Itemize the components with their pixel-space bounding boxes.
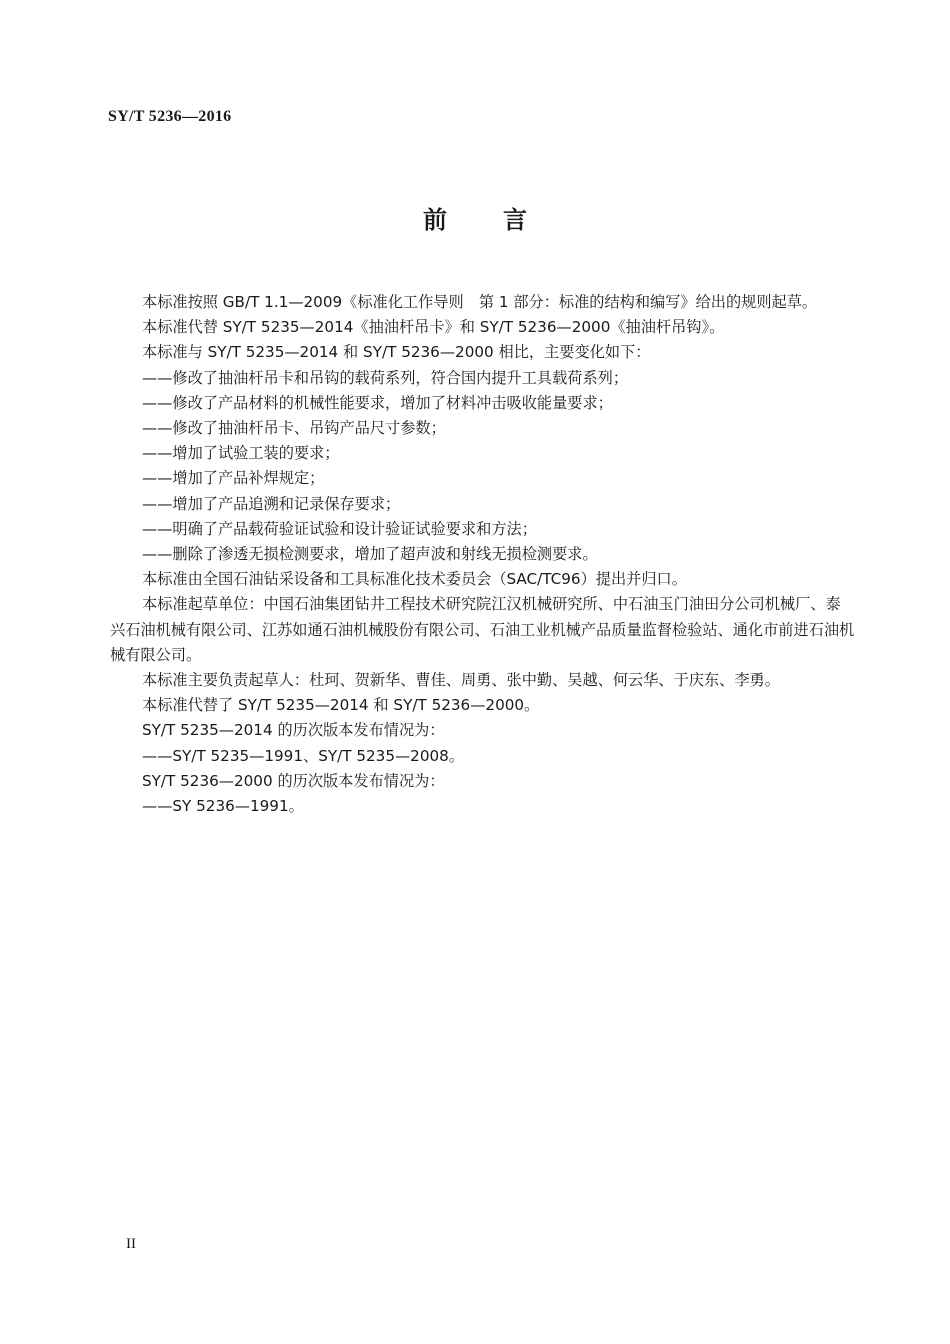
paragraph-drafting-units: 本标准起草单位：中国石油集团钻井工程技术研究院江汉机械研究所、中石油玉门油田分公司机械厂、泰兴石油机械有限公司、江苏如通石油机械股份有限公司、石油工业机械产品质量监督检验站、通化市前进石油机械有限公司。 xyxy=(110,595,855,664)
paragraph-changes-intro: 本标准与 SY/T 5235—2014 和 SY/T 5236—2000 相比，主要变化如下： xyxy=(142,343,651,362)
paragraph-drafting-rules: 本标准按照 GB/T 1.1—2009《标准化工作导则 第 1 部分：标准的结构和编写》给出的规则起草。 xyxy=(142,293,818,311)
paragraph-committee: 本标准由全国石油钻采设备和工具标准化技术委员会（SAC/TC96）提出并归口。 xyxy=(142,570,687,589)
list-item: ——删除了渗透无损检测要求，增加了超声波和射线无损检测要求。 xyxy=(142,545,598,564)
history-item-5236: ——SY 5236—1991。 xyxy=(142,797,304,816)
list-item: ——修改了抽油杆吊卡、吊钩产品尺寸参数； xyxy=(142,419,446,438)
list-item: ——增加了产品追溯和记录保存要求； xyxy=(142,494,401,513)
standard-number: SY/T 5236—2016 xyxy=(108,108,232,125)
list-item: ——修改了产品材料的机械性能要求，增加了材料冲击吸收能量要求； xyxy=(142,393,613,412)
paragraph-replaces: 本标准代替 SY/T 5235—2014《抽油杆吊卡》和 SY/T 5236—2000《抽油杆吊钩》。 xyxy=(142,318,725,337)
paragraph-drafters: 本标准主要负责起草人：杜珂、贺新华、曹佳、周勇、张中勤、吴越、何云华、于庆东、李勇。 xyxy=(142,671,780,690)
title-char-1: 前 xyxy=(423,206,447,234)
paragraph-history-5235: SY/T 5235—2014 的历次版本发布情况为： xyxy=(142,721,445,740)
list-item: ——增加了试验工装的要求； xyxy=(142,444,340,463)
list-item: ——修改了抽油杆吊卡和吊钩的载荷系列，符合国内提升工具载荷系列； xyxy=(142,368,628,387)
history-item-5235: ——SY/T 5235—1991、SY/T 5235—2008。 xyxy=(142,746,465,765)
list-item: ——增加了产品补焊规定； xyxy=(142,469,325,488)
page-number: II xyxy=(126,1236,136,1252)
paragraph-replaced-standards: 本标准代替了 SY/T 5235—2014 和 SY/T 5236—2000。 xyxy=(142,696,540,715)
foreword-body xyxy=(110,290,855,819)
paragraph-history-5236: SY/T 5236—2000 的历次版本发布情况为： xyxy=(142,771,445,790)
list-item: ——明确了产品载荷验证试验和设计验证试验要求和方法； xyxy=(142,519,537,538)
title-char-2: 言 xyxy=(503,206,527,234)
page-title xyxy=(0,200,950,235)
